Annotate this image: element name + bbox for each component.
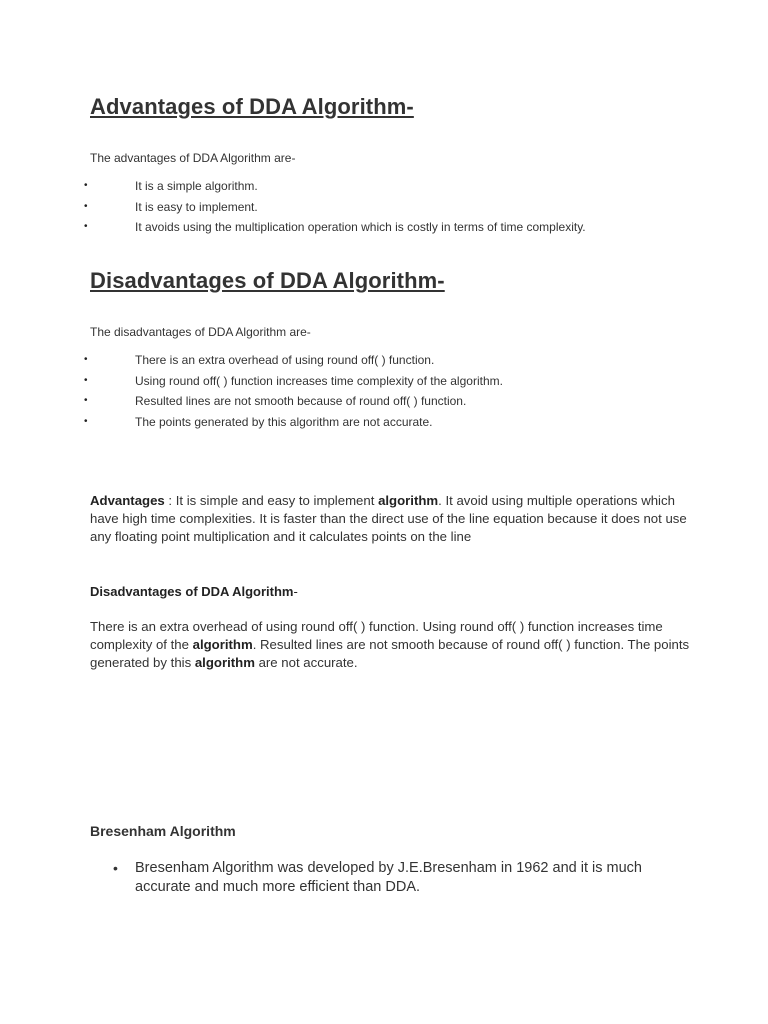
list-item: • Bresenham Algorithm was developed by J.E.Bresenham in 1962 and it is much accurate and much more efficient than DDA. (113, 860, 642, 895)
bresenham-heading: Bresenham Algorithm (90, 823, 236, 839)
list-item: • The points generated by this algorithm are not accurate. (0, 412, 768, 433)
bullet-icon: • (113, 860, 118, 876)
advantages-paragraph: Advantages : It is simple and easy to implement algorithm. It avoid using multiple operations which have high time complexities. It is faster than the direct use of the line equation because it does not use any floating point multiplication and it calculates points on the line (90, 493, 687, 544)
bullet-icon: • (84, 180, 88, 191)
list-item: • It is a simple algorithm. (0, 176, 768, 197)
bullet-icon: • (84, 374, 88, 386)
list-item: • It avoids using the multiplication operation which is costly in terms of time complexity. (0, 217, 768, 238)
bullet-icon: • (84, 395, 88, 407)
advantages-heading: Advantages of DDA Algorithm- (90, 94, 414, 119)
bullet-icon: • (84, 415, 88, 427)
bullet-icon: • (84, 354, 88, 365)
bullet-icon: • (84, 221, 88, 233)
advantages-label: Advantages (90, 493, 165, 508)
disadvantages-paragraph: There is an extra overhead of using round off( ) function. Using round off( ) function increases time complexity of the algorithm. Resulted lines are not smooth because of round off( ) function. The points generated by this algorithm are not accurate. (90, 619, 690, 670)
disadvantages-list (0, 350, 768, 432)
advantages-list (0, 176, 768, 238)
disadvantages-intro: The disadvantages of DDA Algorithm are- (90, 325, 311, 339)
advantages-intro: The advantages of DDA Algorithm are- (90, 151, 296, 165)
disadvantages-heading: Disadvantages of DDA Algorithm- (90, 268, 445, 293)
list-item: • Resulted lines are not smooth because of round off( ) function. (0, 391, 768, 412)
list-item: • Using round off( ) function increases time complexity of the algorithm. (0, 371, 768, 392)
disadvantages-subheading: Disadvantages of DDA Algorithm- (90, 584, 298, 599)
bullet-icon: • (84, 200, 88, 212)
list-item: • It is easy to implement. (0, 197, 768, 218)
list-item: • There is an extra overhead of using round off( ) function. (0, 350, 768, 371)
bresenham-list (0, 859, 768, 897)
